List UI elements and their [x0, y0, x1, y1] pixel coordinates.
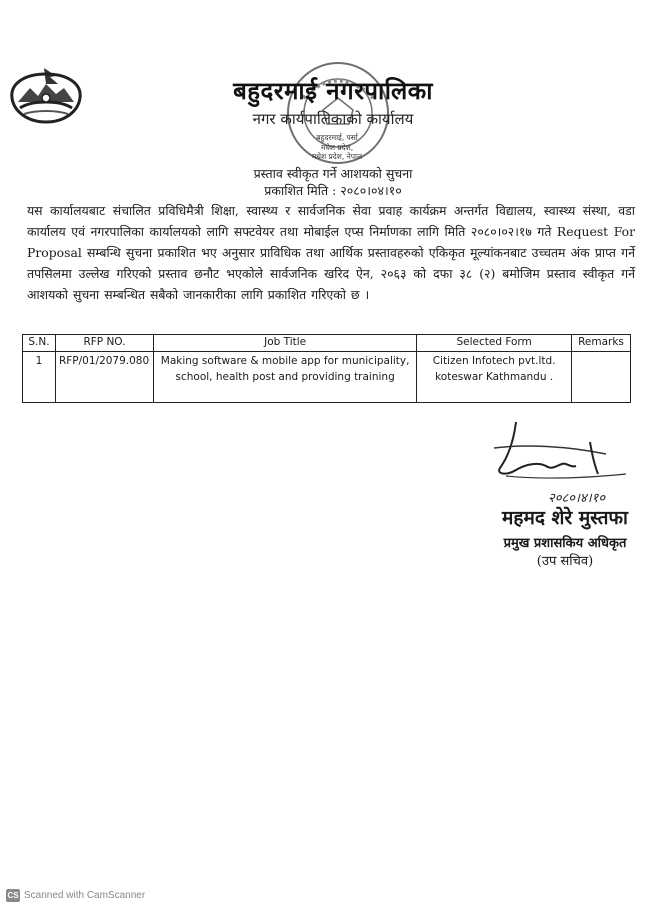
header-job-title: Job Title	[153, 335, 416, 352]
cell-remarks	[571, 352, 630, 403]
signature-date: २०८०।४।१०	[548, 491, 606, 506]
officer-title: प्रमुख प्रशासकिय अधिकृत	[503, 536, 627, 551]
camscanner-icon: CS	[7, 891, 19, 900]
address-line: मधेश प्रदेश,	[320, 143, 354, 152]
cell-sn: 1	[23, 352, 56, 403]
signature-icon	[486, 418, 636, 498]
cell-job-title: Making software & mobile app for municipality, school, health post and providing training	[153, 352, 416, 403]
header-rfp-no: RFP NO.	[55, 335, 153, 352]
organization-title: बहुदरमाई नगरपालिका	[233, 76, 433, 105]
header-remarks: Remarks	[571, 335, 630, 352]
header-selected-form: Selected Form	[417, 335, 572, 352]
address-line: बहुदरमाई, पर्सा	[316, 133, 358, 142]
address-line: मधेश प्रदेश, नेपाल	[311, 152, 363, 161]
table-row	[23, 352, 631, 403]
office-name: नगर कार्यपालिकाको कार्यालय	[252, 110, 414, 128]
header-sn: S.N.	[23, 335, 56, 352]
scanner-text: Scanned with CamScanner	[24, 890, 146, 901]
officer-name: महमद शेरे मुस्तफा	[502, 507, 628, 529]
cell-selected-form: Citizen Infotech pvt.ltd. koteswar Kathmandu .	[417, 352, 572, 403]
selection-table	[22, 334, 631, 403]
cell-rfp-no: RFP/01/2079.080	[55, 352, 153, 403]
officer-subtitle: (उप सचिव)	[536, 554, 594, 569]
notice-title: प्रस्ताव स्वीकृत गर्ने आशयको सुचना	[253, 166, 413, 181]
notice-body: यस कार्यालयबाट संचालित प्रविधिमैत्री शिक्षा, स्वास्थ्य र सार्वजनिक सेवा प्रवाह कार्यक्रम अन्तर्गत विद्यालय, स्वास्थ्य संस्था, वडा कार्यालय एवं नगरपालिका कार्यालयको लागि सफ्टवेयर तथा मोबाईल एप्स निर्माणका लागि मिति २०८०।०२।१७ गते Request For Proposal सम्बन्धि सुचना प्रकाशित भए अनुसार प्राविधिक तथा आर्थिक प्रस्तावहरुको एकिकृत मूल्यांकनबाट उच्चतम अंक प्राप्त गर्ने तपसिलमा उल्लेख गरिएको प्रस्ताव छनौट भएकोले सार्वजनिक खरिद ऐन, २०६३ को दफा ३८ (२) बमोजिम प्रस्ताव स्वीकृत गर्ने आशयको सुचना सम्बन्धित सबैको जानकारीका लागि प्रकाशित गरिएको छ ।	[27, 203, 635, 302]
scanner-watermark	[6, 889, 145, 902]
table-header-row	[23, 335, 631, 352]
publish-date: प्रकाशित मिति : २०८०।०४।१०	[264, 183, 402, 198]
